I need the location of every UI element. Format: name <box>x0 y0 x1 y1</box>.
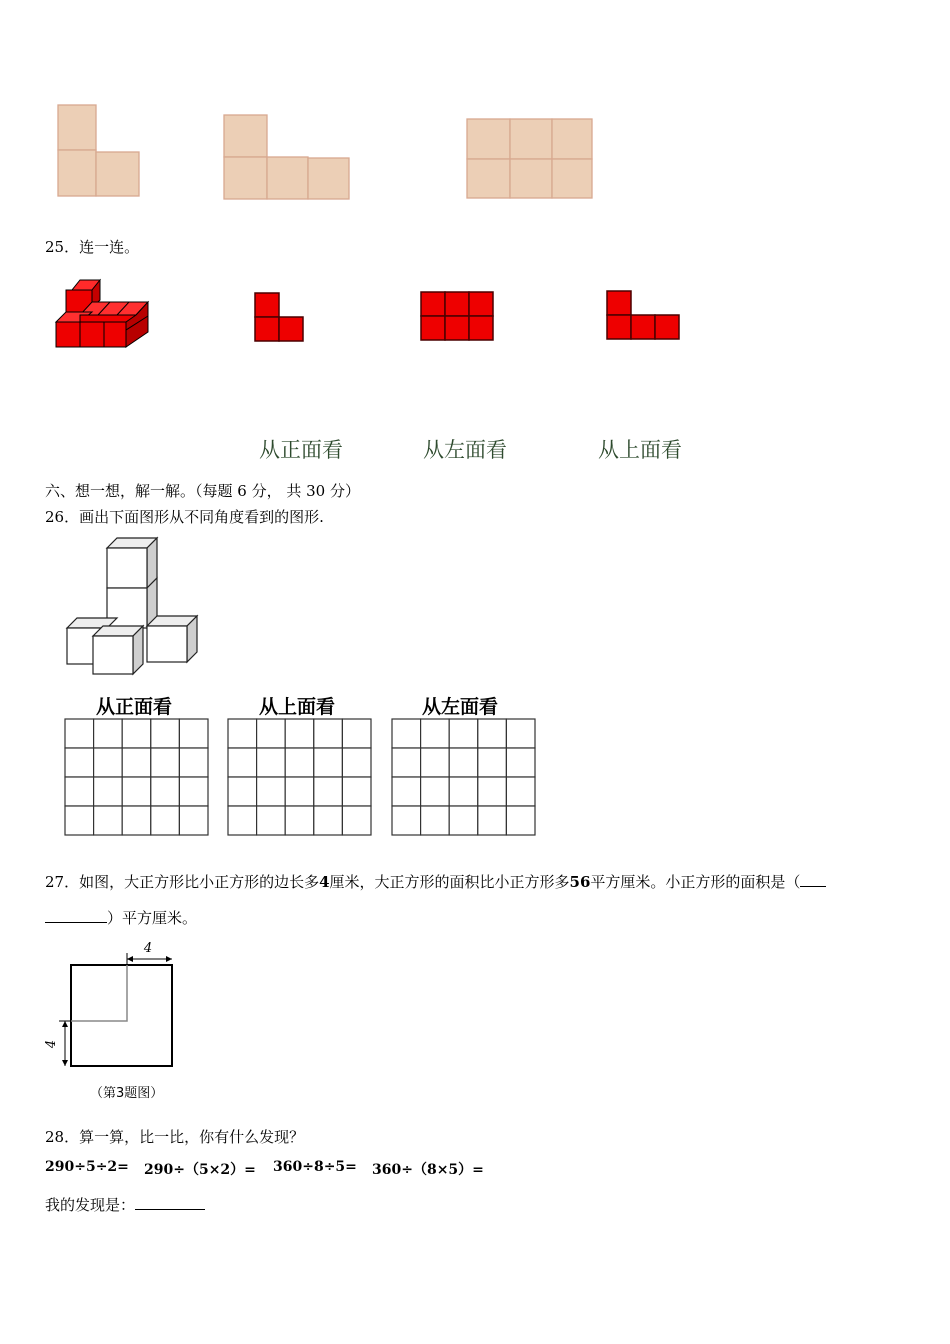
grid-cell[interactable] <box>342 748 371 777</box>
q27-num2: 56 <box>569 873 591 891</box>
grid-cell[interactable] <box>151 806 180 835</box>
arrow-head <box>127 956 133 962</box>
q27-text-d: ）平方厘米。 <box>107 909 198 927</box>
arrow-head <box>166 956 172 962</box>
grid-cell[interactable] <box>228 806 257 835</box>
red-square <box>607 315 631 339</box>
grid-cell[interactable] <box>228 719 257 748</box>
q26-grid-title-front: 从正面看 <box>96 696 173 718</box>
grid-cell[interactable] <box>285 777 314 806</box>
red-square <box>421 292 445 316</box>
q27-text-a: 27．如图，大正方形比小正方形的边长多 <box>45 873 320 891</box>
grid-cell[interactable] <box>94 806 123 835</box>
grid-cell[interactable] <box>506 777 535 806</box>
grid-cell[interactable] <box>122 806 151 835</box>
tan-square <box>467 159 510 198</box>
grid-cell[interactable] <box>122 748 151 777</box>
grid-cell[interactable] <box>257 806 286 835</box>
grid-cell[interactable] <box>342 719 371 748</box>
grid-cell[interactable] <box>151 777 180 806</box>
q26-title: 26．画出下面图形从不同角度看到的图形. <box>45 508 324 526</box>
grid-cell[interactable] <box>478 748 507 777</box>
red-3d-solid <box>56 280 148 347</box>
grid-cell[interactable] <box>342 777 371 806</box>
grid-cell[interactable] <box>65 719 94 748</box>
grid-cell[interactable] <box>257 777 286 806</box>
section6-heading: 六、想一想，解一解。（每题 6 分， 共 30 分） <box>45 482 360 500</box>
grid-cell[interactable] <box>285 806 314 835</box>
grid-cell[interactable] <box>478 806 507 835</box>
tan-figure-2 <box>224 115 349 199</box>
small-square-outline <box>71 965 127 1021</box>
grid-cell[interactable] <box>421 748 450 777</box>
grid-cell[interactable] <box>449 777 478 806</box>
grid-cell[interactable] <box>449 719 478 748</box>
q28-title: 28．算一算，比一比，你有什么发现？ <box>45 1128 305 1146</box>
q28-finding-label: 我的发现是： <box>45 1196 136 1214</box>
red-square <box>469 292 493 316</box>
grid-cell[interactable] <box>151 719 180 748</box>
grid-cell[interactable] <box>151 748 180 777</box>
grid-cell[interactable] <box>94 777 123 806</box>
grid-cell[interactable] <box>257 719 286 748</box>
q27-text-c: 平方厘米。小正方形的面积是（ <box>590 873 801 891</box>
grid-cell[interactable] <box>257 748 286 777</box>
q28-expression: 360÷（8×5）= <box>372 1162 484 1178</box>
red-square <box>421 316 445 340</box>
q28-expression: 360÷8÷5= <box>273 1159 357 1175</box>
tan-square <box>467 119 510 159</box>
q27-answer-blank[interactable] <box>45 922 107 923</box>
q28-expression: 290÷（5×2）= <box>144 1162 256 1178</box>
grid-cell[interactable] <box>228 777 257 806</box>
grid-cell[interactable] <box>65 806 94 835</box>
grid-cell[interactable] <box>314 777 343 806</box>
tan-square <box>308 158 349 199</box>
grid-cell[interactable] <box>314 719 343 748</box>
red-square <box>255 317 279 341</box>
drawing-grid-front[interactable] <box>65 719 208 835</box>
grid-cell[interactable] <box>314 806 343 835</box>
grid-cell[interactable] <box>122 777 151 806</box>
grid-cell[interactable] <box>179 748 208 777</box>
tan-square <box>58 150 96 196</box>
top-dimension-label: 4 <box>143 941 153 956</box>
q27-line1 <box>45 871 826 892</box>
q28-finding <box>45 1194 205 1215</box>
drawing-grid-top[interactable] <box>228 719 371 835</box>
tan-square <box>510 119 552 159</box>
q26-grid-title-left: 从左面看 <box>422 696 499 718</box>
q26-cube-figure <box>60 532 260 672</box>
big-square <box>71 965 172 1066</box>
red-square <box>445 316 469 340</box>
q26-drawing-grids <box>0 715 950 845</box>
grid-cell[interactable] <box>392 777 421 806</box>
grid-cell[interactable] <box>449 806 478 835</box>
q25-label-left: 从左面看 <box>423 438 507 462</box>
tan-square <box>552 159 592 198</box>
grid-cell[interactable] <box>285 719 314 748</box>
grid-cell[interactable] <box>392 719 421 748</box>
q28-expression: 290÷5÷2= <box>45 1159 129 1175</box>
red-square <box>631 315 655 339</box>
red-view-rectangle <box>421 292 493 340</box>
red-square <box>469 316 493 340</box>
left-dimension-label: 4 <box>44 1039 59 1049</box>
q26-grid-title-top: 从上面看 <box>259 696 336 718</box>
tan-figure-3 <box>467 119 592 198</box>
grid-cell[interactable] <box>65 748 94 777</box>
grid-cell[interactable] <box>421 777 450 806</box>
grid-cell[interactable] <box>392 748 421 777</box>
tan-square <box>58 105 96 150</box>
q25-label-top: 从上面看 <box>598 438 682 462</box>
grid-cell[interactable] <box>179 806 208 835</box>
grid-cell[interactable] <box>179 777 208 806</box>
tan-square <box>224 157 267 199</box>
red-square <box>445 292 469 316</box>
arrow-head <box>62 1060 68 1066</box>
grid-cell[interactable] <box>392 806 421 835</box>
red-view-l-long <box>607 291 679 339</box>
grid-cell[interactable] <box>449 748 478 777</box>
q25-figures <box>0 270 950 390</box>
grid-cell[interactable] <box>65 777 94 806</box>
tan-square <box>267 157 308 199</box>
tan-square <box>510 159 552 198</box>
tan-figure-1 <box>58 105 139 196</box>
top-figures <box>0 0 950 220</box>
grid-cell[interactable] <box>228 748 257 777</box>
tan-square <box>552 119 592 159</box>
q27-text-b: 厘米，大正方形的面积比小正方形多 <box>329 873 570 891</box>
grid-cell[interactable] <box>179 719 208 748</box>
q27-num1: 4 <box>319 873 330 891</box>
red-square <box>255 293 279 317</box>
tan-square <box>224 115 267 157</box>
grid-cell[interactable] <box>506 719 535 748</box>
q27-answer-blank-start[interactable] <box>800 886 826 887</box>
grid-cell[interactable] <box>421 719 450 748</box>
red-square <box>655 315 679 339</box>
grid-cell[interactable] <box>506 806 535 835</box>
figure-caption: （第3题图） <box>90 1086 164 1101</box>
q27-square-figure <box>44 938 184 1101</box>
q28-finding-blank[interactable] <box>135 1209 205 1210</box>
grid-cell[interactable] <box>478 777 507 806</box>
grid-cell[interactable] <box>421 806 450 835</box>
tan-square <box>96 152 139 196</box>
grid-cell[interactable] <box>94 748 123 777</box>
arrow-head <box>62 1021 68 1027</box>
red-square <box>607 291 631 315</box>
red-view-l-small <box>255 293 303 341</box>
q25-label-front: 从正面看 <box>259 438 343 462</box>
grid-cell[interactable] <box>342 806 371 835</box>
grid-cell[interactable] <box>122 719 151 748</box>
q25-title: 25．连一连。 <box>45 238 140 256</box>
q27-line2 <box>45 907 197 928</box>
grid-cell[interactable] <box>314 748 343 777</box>
red-square <box>279 317 303 341</box>
grid-cell[interactable] <box>506 748 535 777</box>
grid-cell[interactable] <box>478 719 507 748</box>
grid-cell[interactable] <box>94 719 123 748</box>
drawing-grid-left[interactable] <box>392 719 535 835</box>
grid-cell[interactable] <box>285 748 314 777</box>
